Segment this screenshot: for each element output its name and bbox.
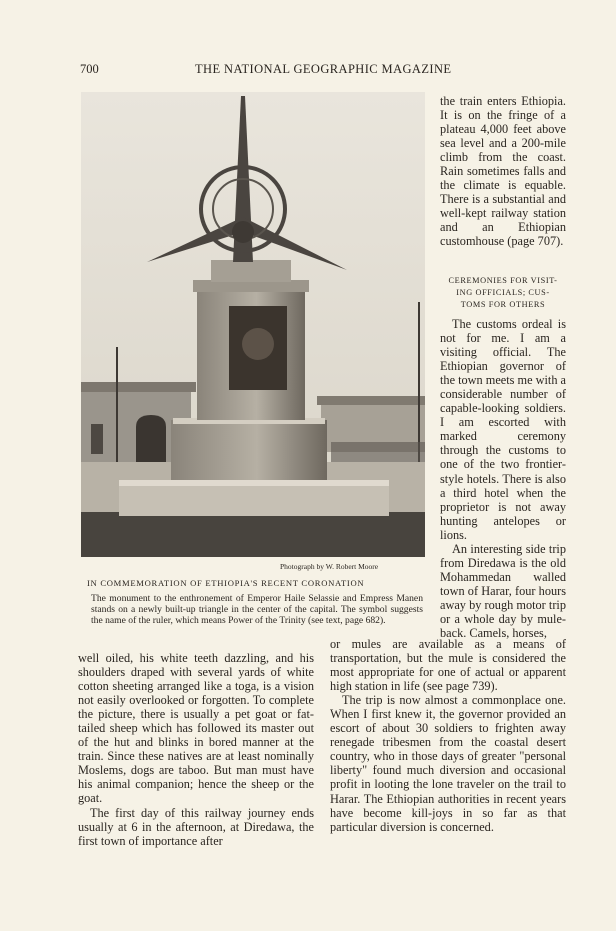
monument-illustration bbox=[81, 92, 425, 557]
subheading-line: TOMS FOR OTHERS bbox=[460, 300, 546, 309]
running-head: THE NATIONAL GEOGRAPHIC MAGAZINE bbox=[195, 62, 452, 76]
paragraph: well oiled, his white teeth dazzling, and his shoulders draped with several yards of white cotton sheeting arranged like a toga, is a vision not easily overlooked or forgotten. To complete the picture, there is usually a pet goat or fat-tailed sheep which has followed its master out of the hut and blinks in bored manner at the train. Since these natives are at least nominally Moslems, dogs are taboo. But man must have his animal companion; hence the sheep or the goat. bbox=[78, 651, 314, 806]
caption-text: The monument to the enthronement of Emperor Haile Selassie and Empress Manen stands on a newly built-up triangle in the center of the capital. The symbol suggests the name of the ruler, which means Power of the Trinity (see text, page 682). bbox=[91, 593, 423, 626]
right-column-top bbox=[440, 94, 566, 249]
paragraph: The first day of this railway journey ends usually at 6 in the afternoon, at Diredawa, the first town of importance after bbox=[78, 805, 314, 848]
section-subheading bbox=[440, 275, 566, 311]
paragraph: the train enters Ethiopia. It is on the fringe of a plateau 4,000 feet above sea level and a 200-mile climb from the coast. Rain sometimes falls and the climate is equable. There is a substantial and well-kept railway station and an Ethiopian customhouse (page 707). bbox=[440, 94, 566, 249]
monument-photograph bbox=[81, 92, 425, 557]
subheading-line: ING OFFICIALS; CUS- bbox=[456, 288, 550, 297]
paragraph: The trip is now almost a commonplace one. When I first knew it, the governor provided an escort of about 30 soldiers to frighten away renegade tribesmen from the coastal desert country, who in those days of greater "personal liberty" found much diversion and occasional profit in looting the lone traveler on the trail to Harar. The Ethiopian authorities in recent years have become kill-joys in so far as that particular diversion is concerned. bbox=[330, 693, 566, 834]
bottom-left-column bbox=[78, 651, 314, 848]
caption-title: IN COMMEMORATION OF ETHIOPIA'S RECENT CORONATION bbox=[87, 578, 365, 588]
photo-credit: Photograph by W. Robert Moore bbox=[280, 562, 379, 571]
paragraph: or mules are available as a means of transportation, but the mule is considered the most appropriate for one of actual or apparent high station in life (see page 739). bbox=[330, 637, 566, 694]
paragraph: An interesting side trip from Diredawa is the old Mohammedan walled town of Harar, four hours away by rough motor trip or a whole day by mule-back. Camels, horses, bbox=[440, 541, 566, 641]
subheading-line: CEREMONIES FOR VISIT- bbox=[448, 276, 558, 285]
paragraph: The customs ordeal is not for me. I am a visiting official. The Ethiopian governor of the town meets me with a considerable number of capable-looking soldiers. I am escorted with marked ceremony through the customs to one of the two frontier-style hotels. There is also a third hotel when the proprietor is not away hunting antelopes or lions. bbox=[440, 317, 567, 542]
right-column-middle bbox=[440, 317, 566, 640]
page-number: 700 bbox=[80, 62, 99, 76]
bottom-right-column bbox=[330, 637, 566, 834]
